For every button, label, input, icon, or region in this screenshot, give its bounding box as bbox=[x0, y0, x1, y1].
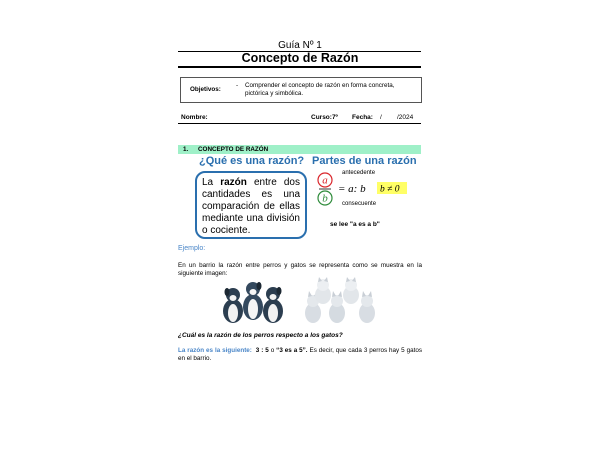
date-label: Fecha: bbox=[352, 114, 373, 121]
cat-icon bbox=[315, 277, 331, 304]
example-paragraph: En un barrio la razón entre perros y gatos se representa como se muestra en la siguiente imagen: bbox=[178, 262, 422, 277]
divider bbox=[178, 123, 421, 124]
bullet-dash: - bbox=[236, 82, 239, 89]
section-number: 1. bbox=[183, 146, 189, 153]
objectives-text: Comprender el concepto de razón en forma concreta, pictórica y simbólica. bbox=[245, 82, 395, 97]
course-label: Curso:7º bbox=[311, 114, 338, 121]
guide-number: Guía Nº 1 bbox=[278, 40, 322, 51]
example-answer: La razón es la siguiente: 3 : 5 o “3 es a 5”. Es decir, que cada 3 perros hay 5 gatos en el barrio. bbox=[178, 347, 422, 362]
date-year: /2024 bbox=[397, 114, 414, 121]
dog-icon bbox=[243, 282, 263, 320]
reading-note: se lee "a es a b" bbox=[330, 221, 380, 228]
consequent-label: consecuente bbox=[342, 201, 377, 207]
definition-text: La razón entre dos cantidades es una comparación de ellas mediante una división o cociente. bbox=[202, 177, 300, 236]
cat-icon bbox=[359, 291, 375, 323]
divider bbox=[178, 66, 421, 68]
section-title: CONCEPTO DE RAZÓN bbox=[198, 146, 269, 153]
antecedent-label: antecedente bbox=[342, 170, 376, 176]
condition: b ≠ 0 bbox=[380, 184, 400, 195]
var-a: a bbox=[322, 174, 328, 187]
example-heading: Ejemplo: bbox=[178, 245, 206, 252]
name-label: Nombre: bbox=[181, 114, 208, 121]
date-slash: / bbox=[380, 114, 382, 121]
page-title: Concepto de Razón bbox=[241, 51, 359, 65]
dog-icon bbox=[223, 288, 243, 323]
concept-question: ¿Qué es una razón? bbox=[199, 155, 305, 167]
parts-title: Partes de una razón bbox=[312, 155, 417, 167]
cat-icon bbox=[329, 291, 345, 323]
example-question: ¿Cuál es la razón de los perros respecto a los gatos? bbox=[178, 332, 343, 339]
formula: = a: b bbox=[338, 183, 366, 195]
cat-icon bbox=[343, 277, 359, 304]
objectives-label: Objetivos: bbox=[190, 86, 221, 93]
var-b: b bbox=[322, 192, 328, 205]
dogs-and-cats-image bbox=[219, 277, 383, 327]
dog-icon bbox=[263, 287, 283, 323]
